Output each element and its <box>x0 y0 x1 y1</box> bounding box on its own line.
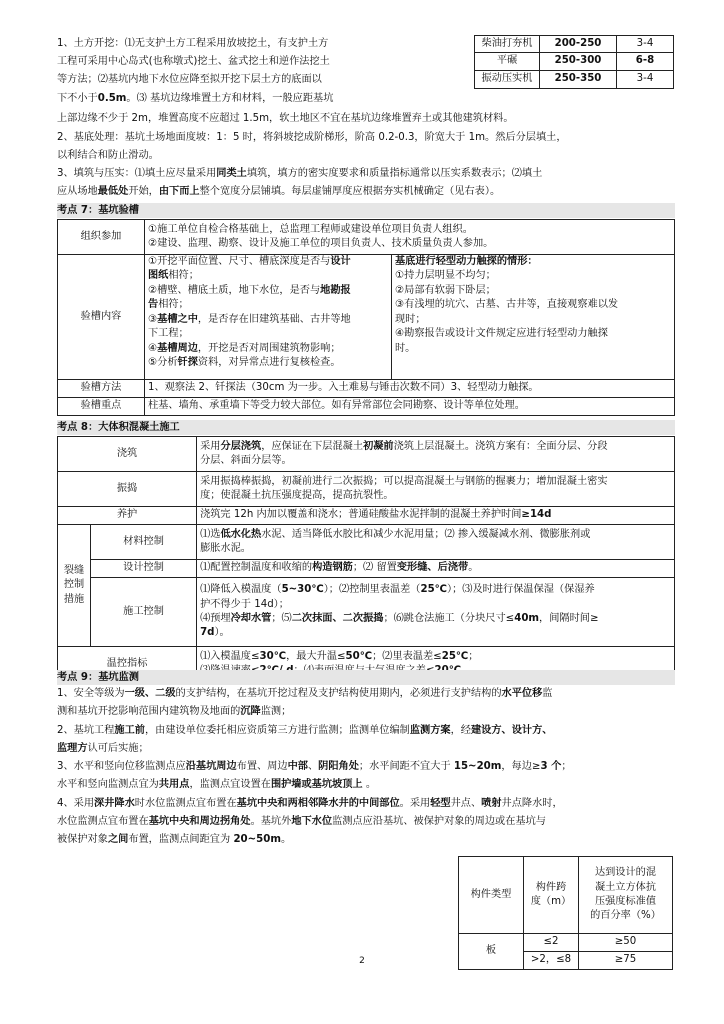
table-row <box>475 53 674 71</box>
row-label: 施工控制 <box>91 578 197 647</box>
table-cell: ①施工单位自检合格基础上，总监理工程师或建设单位项目负责人组织。 ②建设、监理、勘察、设计及施工单位的项目负责人、技术质量负责人参加。 <box>145 220 675 255</box>
row-label: 验槽内容 <box>58 255 145 380</box>
paragraph: 3、水平和竖向位移监测点应沿基坑周边布置、周边中部、阴阳角处；水平间距不宜大于 15~20m，每边≥3 个； <box>57 761 572 772</box>
table-cell: 3-4 <box>617 36 674 53</box>
table-cell: 平碾 <box>475 53 540 71</box>
paragraph: 2、基坑工程施工前，由建设单位委托相应资质第三方进行监测；监测单位编制监测方案，经建设方、设计方、 <box>57 725 553 736</box>
table-row <box>58 560 675 578</box>
paragraph: 以利结合和防止滑动。 <box>57 150 159 161</box>
row-label: 组织参加 <box>58 220 145 255</box>
paragraph: 3、填筑与压实：⑴填土应尽量采用同类土填筑，填方的密实度要求和质量指标通常以压实系数表示；⑵填土 <box>57 168 543 179</box>
table-cell: 采用分层浇筑，应保证在下层混凝土初凝前浇筑上层混凝土。浇筑方案有：全面分层、分段 分层、斜面分层等。 <box>197 437 675 472</box>
table-row <box>475 71 674 89</box>
table-row <box>58 255 675 380</box>
row-label: 温控指标 <box>58 647 197 682</box>
table-row <box>58 398 675 416</box>
table-cell: 浇筑完 12h 内加以覆盖和浇水；普通硅酸盐水泥拌制的混凝土养护时间≥14d <box>197 507 675 525</box>
table-cell: ≥75 <box>579 952 673 970</box>
table-row <box>58 507 675 525</box>
table-header: 构件类型 <box>459 857 524 934</box>
table-cell: 柴油打夯机 <box>475 36 540 53</box>
table-cell: 1、观察法 2、钎探法（30cm 为一步。入土难易与锤击次数不同）3、轻型动力触探。 <box>145 380 675 398</box>
table-cell: 3-4 <box>617 71 674 89</box>
table-header: 构件跨 度（m） <box>524 857 579 934</box>
table-cell: ⑴配置控制温度和收缩的构造钢筋；⑵ 留置变形缝、后浇带。 <box>197 560 675 578</box>
paragraph: 应从场地最低处开始，由下而上整个宽度分层铺填。每层虚铺厚度应根据夯实机械确定（见右表）。 <box>57 186 501 197</box>
paragraph: 被保护对象之间布置，监测点间距宜为 20~50m。 <box>57 834 292 845</box>
section-heading: 考点 8：大体积混凝土施工 <box>57 420 675 435</box>
table-cell: ≤2 <box>524 934 579 952</box>
table-cell: ⑴降低入模温度（5~30℃）；⑵控制里表温差（25℃）；⑶及时进行保温保湿（保湿养 护不得少于 14d）； ⑷预埋冷却水管；⑸二次抹面、二次振捣；⑹跳仓法施工（分块尺寸≤40m，间隔时间≥ 7d）。 <box>197 578 675 647</box>
paragraph: 测和基坑开挖影响范围内建筑物及地面的沉降监测； <box>57 706 292 717</box>
row-label: 振捣 <box>58 472 197 507</box>
table-cell: 250-300 <box>540 53 617 71</box>
table-cell: 振动压实机 <box>475 71 540 89</box>
table-cell: ①开挖平面位置、尺寸、槽底深度是否与设计 图纸相符； ②槽壁、槽底土质，地下水位，是否与地勘报 告相符； ③基槽之中，是否存在旧建筑基础、古井等地 下工程； ④基槽周边，开挖是否对周围建筑物影响； ⑤分析钎探资料，对异常点进行复核检查。 <box>145 255 392 380</box>
table-row <box>475 36 674 53</box>
table-row <box>58 578 675 647</box>
table-cell: ≥50 <box>579 934 673 952</box>
table-cell: >2，≤8 <box>524 952 579 970</box>
table-cell: ⑴选低水化热水泥、适当降低水胶比和减少水泥用量；⑵ 掺入缓凝减水剂、微膨胀剂或 膨胀水泥。 <box>197 525 675 560</box>
compaction-machine-table <box>474 35 674 89</box>
row-label: 材料控制 <box>91 525 197 560</box>
table-row <box>58 380 675 398</box>
table-cell: 200-250 <box>540 36 617 53</box>
table-row <box>58 220 675 255</box>
table-cell: ⑴入模温度≤30℃，最大升温≤50℃；⑵里表温差≤25℃； <box>197 647 675 682</box>
row-label: 设计控制 <box>91 560 197 578</box>
paragraph: 4、采用深井降水时水位监测点宜布置在基坑中央和两相邻降水井的中间部位。采用轻型井点、喷射井点降水时， <box>57 798 563 809</box>
trench-inspection-table <box>57 219 675 416</box>
table-cell: 板 <box>459 934 524 970</box>
paragraph: 1、土方开挖：⑴无支护土方工程采用放坡挖土，有支护土方 <box>57 38 329 49</box>
table-cell: 柱基、墙角、承重墙下等受力较大部位。如有异常部位会同勘察、设计等单位处理。 <box>145 398 675 416</box>
section-heading: 考点 9：基坑监测 <box>57 670 675 685</box>
table-cell: 基底进行轻型动力触探的情形： ①持力层明显不均匀； ②局部有软弱下卧层； ③有浅埋的坑穴、古墓、古井等，直接观察难以发 现时； ④勘察报告或设计文件规定应进行轻型动力触探 时。 <box>392 255 675 380</box>
row-label: 验槽方法 <box>58 380 145 398</box>
table-row <box>58 472 675 507</box>
paragraph: 水平和竖向监测点宜为共用点，监测点宜设置在围护墙或基坑坡顶上 。 <box>57 779 377 790</box>
table-cell: 250-350 <box>540 71 617 89</box>
table-cell: 采用振捣棒振捣，初凝前进行二次振捣；可以提高混凝土与钢筋的握裹力；增加混凝土密实 度；使混凝土抗压强度提高，提高抗裂性。 <box>197 472 675 507</box>
paragraph: 等方法；⑵基坑内地下水位应降至拟开挖下层土方的底面以 <box>57 74 322 85</box>
page-number: 2 <box>359 956 365 966</box>
paragraph: 水位监测点宜布置在基坑中央和周边拐角处。基坑外地下水位监测点应沿基坑、被保护对象的周边或在基坑与 <box>57 816 546 827</box>
row-label: 浇筑 <box>58 437 197 472</box>
paragraph: 2、基底处理：基坑土场地面度坡：1：5 时，将斜坡挖成阶梯形，阶高 0.2-0.3，阶宽大于 1m。然后分层填土， <box>57 132 567 143</box>
paragraph: 下不小于0.5m。⑶ 基坑边缘堆置土方和材料，一般应距基坑 <box>57 93 334 104</box>
paragraph: 1、安全等级为一级、二级的支护结构，在基坑开挖过程及支护结构使用期内，必须进行支护结构的水平位移监 <box>57 688 553 699</box>
formwork-strength-table <box>458 856 673 970</box>
table-row <box>459 857 673 934</box>
section-heading: 考点 7：基坑验槽 <box>57 203 675 218</box>
table-row <box>58 437 675 472</box>
table-header: 达到设计的混 凝土立方体抗 压强度标准值 的百分率（%） <box>579 857 673 934</box>
row-label: 裂缝 控制 措施 <box>58 525 91 647</box>
table-row <box>58 525 675 560</box>
table-row <box>459 934 673 952</box>
mass-concrete-table <box>57 436 675 682</box>
table-cell: 6-8 <box>617 53 674 71</box>
row-label: 验槽重点 <box>58 398 145 416</box>
row-label: 养护 <box>58 507 197 525</box>
paragraph: 监理方认可后实施； <box>57 743 149 754</box>
paragraph: 上部边缘不少于 2m，堆置高度不应超过 1.5m，软土地区不宜在基坑边缘堆置弃土或其他建筑材料。 <box>57 113 514 124</box>
paragraph: 工程可采用中心岛式(也称墩式)挖土、盆式挖土和逆作法挖土 <box>57 56 330 67</box>
